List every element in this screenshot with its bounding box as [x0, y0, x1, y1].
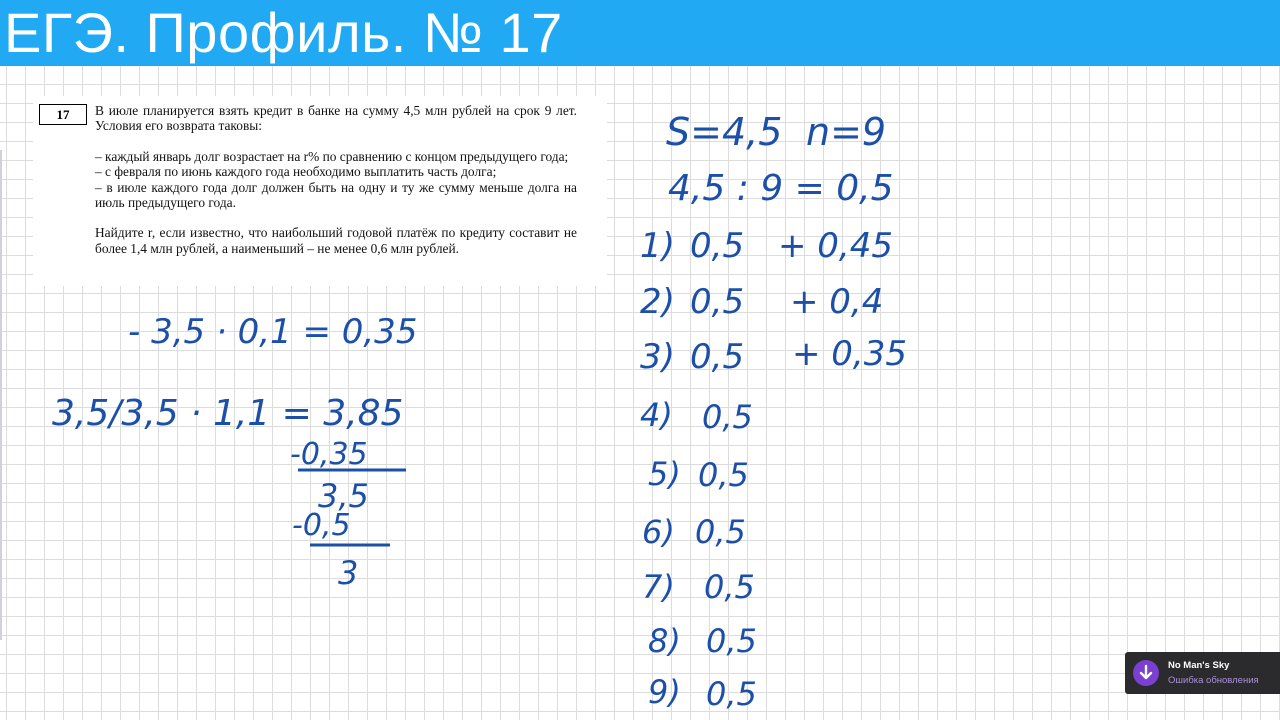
row-base-6: 0,5	[695, 513, 746, 551]
row-base-1: 0,5	[690, 226, 745, 266]
row-label-5: 5)	[648, 455, 681, 493]
row-label-9: 9)	[648, 673, 681, 711]
row-base-8: 0,5	[706, 622, 757, 660]
calc-line-2: 3,5/3,5 · 1,1 = 3,85	[52, 393, 404, 434]
row-label-1: 1)	[640, 226, 675, 266]
row-base-2: 0,5	[690, 282, 745, 322]
subtract-1: -0,35	[290, 437, 368, 472]
division-line: 4,5 : 9 = 0,5	[668, 168, 894, 209]
condition-2: – с февраля по июнь каждого года необходимо выплатить часть долга;	[95, 164, 497, 180]
row-base-7: 0,5	[704, 568, 755, 606]
row-label-6: 6)	[642, 513, 675, 551]
download-arrow-icon	[1133, 660, 1159, 686]
page-title: ЕГЭ. Профиль. № 17	[4, 1, 563, 64]
row-label-8: 8)	[648, 622, 681, 660]
row-base-5: 0,5	[698, 456, 749, 494]
subtract-2: -0,5	[292, 508, 351, 543]
problem-number: 17	[39, 104, 87, 125]
row-extra-2: + 0,4	[790, 282, 884, 322]
calc-line-1: - 3,5 · 0,1 = 0,35	[128, 312, 418, 352]
notification-toast[interactable]	[1125, 652, 1280, 694]
condition-3: – в июле каждого года долг должен быть на одну и ту же сумму меньше долга на июль предыдущего года.	[95, 179, 577, 211]
result-1: 3,5	[318, 477, 369, 515]
row-base-9: 0,5	[706, 675, 757, 713]
given-n: n=9	[806, 110, 887, 154]
given-s: S=4,5	[666, 110, 783, 154]
problem-intro: В июле планируется взять кредит в банке на сумму 4,5 млн рублей на срок 9 лет. Условия его возврата таковы:	[95, 103, 577, 134]
row-base-4: 0,5	[702, 398, 753, 436]
toast-title: No Man's Sky	[1168, 660, 1230, 671]
row-label-4: 4)	[640, 396, 673, 434]
toast-subtitle: Ошибка обновления	[1168, 675, 1259, 686]
condition-1: – каждый январь долг возрастает на r% по сравнению с концом предыдущего года;	[95, 148, 569, 164]
row-label-7: 7)	[642, 568, 675, 606]
row-base-3: 0,5	[690, 337, 745, 377]
row-label-3: 3)	[640, 337, 675, 377]
row-extra-3: + 0,35	[792, 334, 907, 374]
row-extra-1: + 0,45	[778, 226, 893, 266]
problem-question: Найдите r, если известно, что наибольший годовой платёж по кредиту составит не более 1,4 млн рублей, а наименьший – не менее 0,6 млн рублей.	[95, 225, 577, 256]
result-2: 3	[338, 554, 359, 592]
row-label-2: 2)	[640, 282, 675, 322]
